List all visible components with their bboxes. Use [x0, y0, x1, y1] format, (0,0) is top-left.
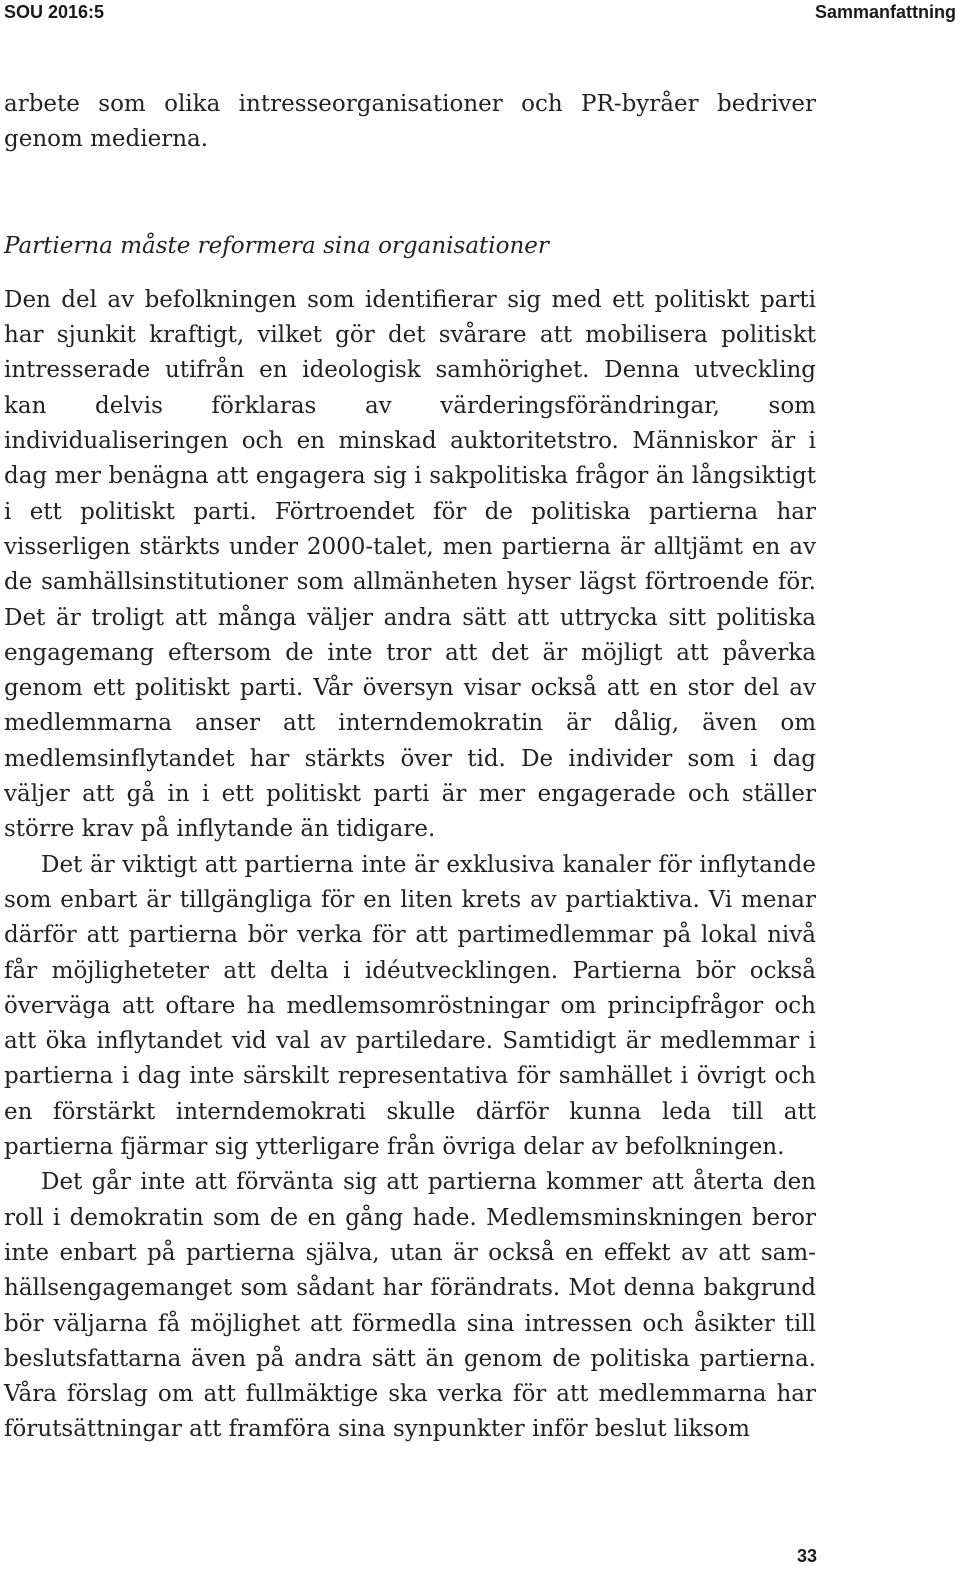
body-text: [4, 87, 816, 1448]
section-heading: Partierna måste reformera sina organisationer: [4, 232, 549, 259]
running-header: [4, 2, 956, 26]
section-title: Sammanfattning: [814, 2, 956, 22]
page-number: 33: [796, 1546, 817, 1566]
paragraph: Den del av befolkningen som identifierar sig med ett politiskt parti har sjunkit kraftigt, vilket gör det svårare att mobilisera politiskt intresserade utifrån en ideologisk samhörighet. Denna utveckling kan delvis förklaras av värderingsförändringar, som individualiseringen och en minskad auktoritetstro. Människor är i dag mer benägna att engagera sig i sakpolitiska frågor än långsiktigt i ett politiskt parti. Förtroendet för de politiska partierna har visserligen stärkts under 2000-talet, men partierna är alltjämt en av de samhällsinstitutioner som allmänheten hyser lägst förtroende för. Det är troligt att många väljer andra sätt att uttrycka sitt politiska engagemang eftersom de inte tror att det är möjligt att påverka genom ett politiskt parti. Vår översyn visar också att en stor del av medlemmarna anser att interndemokratin är dålig, även om medlemsinflytandet har stärkts över tid. De individer som i dag väljer att gå in i ett politiskt parti är mer engagerade och ställer större krav på inflytande än tidigare.: [4, 286, 816, 843]
paragraph: Det går inte att förvänta sig att partierna kommer att återta den roll i demokratin som de en gång hade. Medlemsminskningen beror inte enbart på partierna själva, utan är också en effekt av att samhällsengagemanget som sådant har förändrats. Mot denna bakgrund bör väljarna få möjlighet att förmedla sina intressen och åsikter till beslutsfattarna även på andra sätt än genom de politiska partierna. Våra förslag om att fullmäktige ska verka för att medlemmarna har förutsättningar att framföra sina synpunkter inför beslut liksom: [4, 1169, 816, 1443]
document-reference: SOU 2016:5: [4, 2, 105, 22]
paragraph: Det är viktigt att partierna inte är exklusiva kanaler för inflytande som enbart är tillgängliga för en liten krets av partiaktiva. Vi menar därför att partierna bör verka för att partimedlemmar på lokal nivå får möjligheteter att delta i idéutvecklingen. Partierna bör också överväga att oftare ha medlemsomröstningar om principfrågor och att öka inflytandet vid val av partiledare. Samtidigt är medlemmar i partierna i dag inte särskilt representativa för samhället i övrigt och en förstärkt interndemokrati skulle därför kunna leda till att partierna fjärmar sig ytterligare från övriga delar av befolkningen.: [4, 851, 816, 1161]
paragraph-continued: arbete som olika intresseorganisationer och PR-byråer bedriver genom medierna.: [4, 91, 816, 153]
